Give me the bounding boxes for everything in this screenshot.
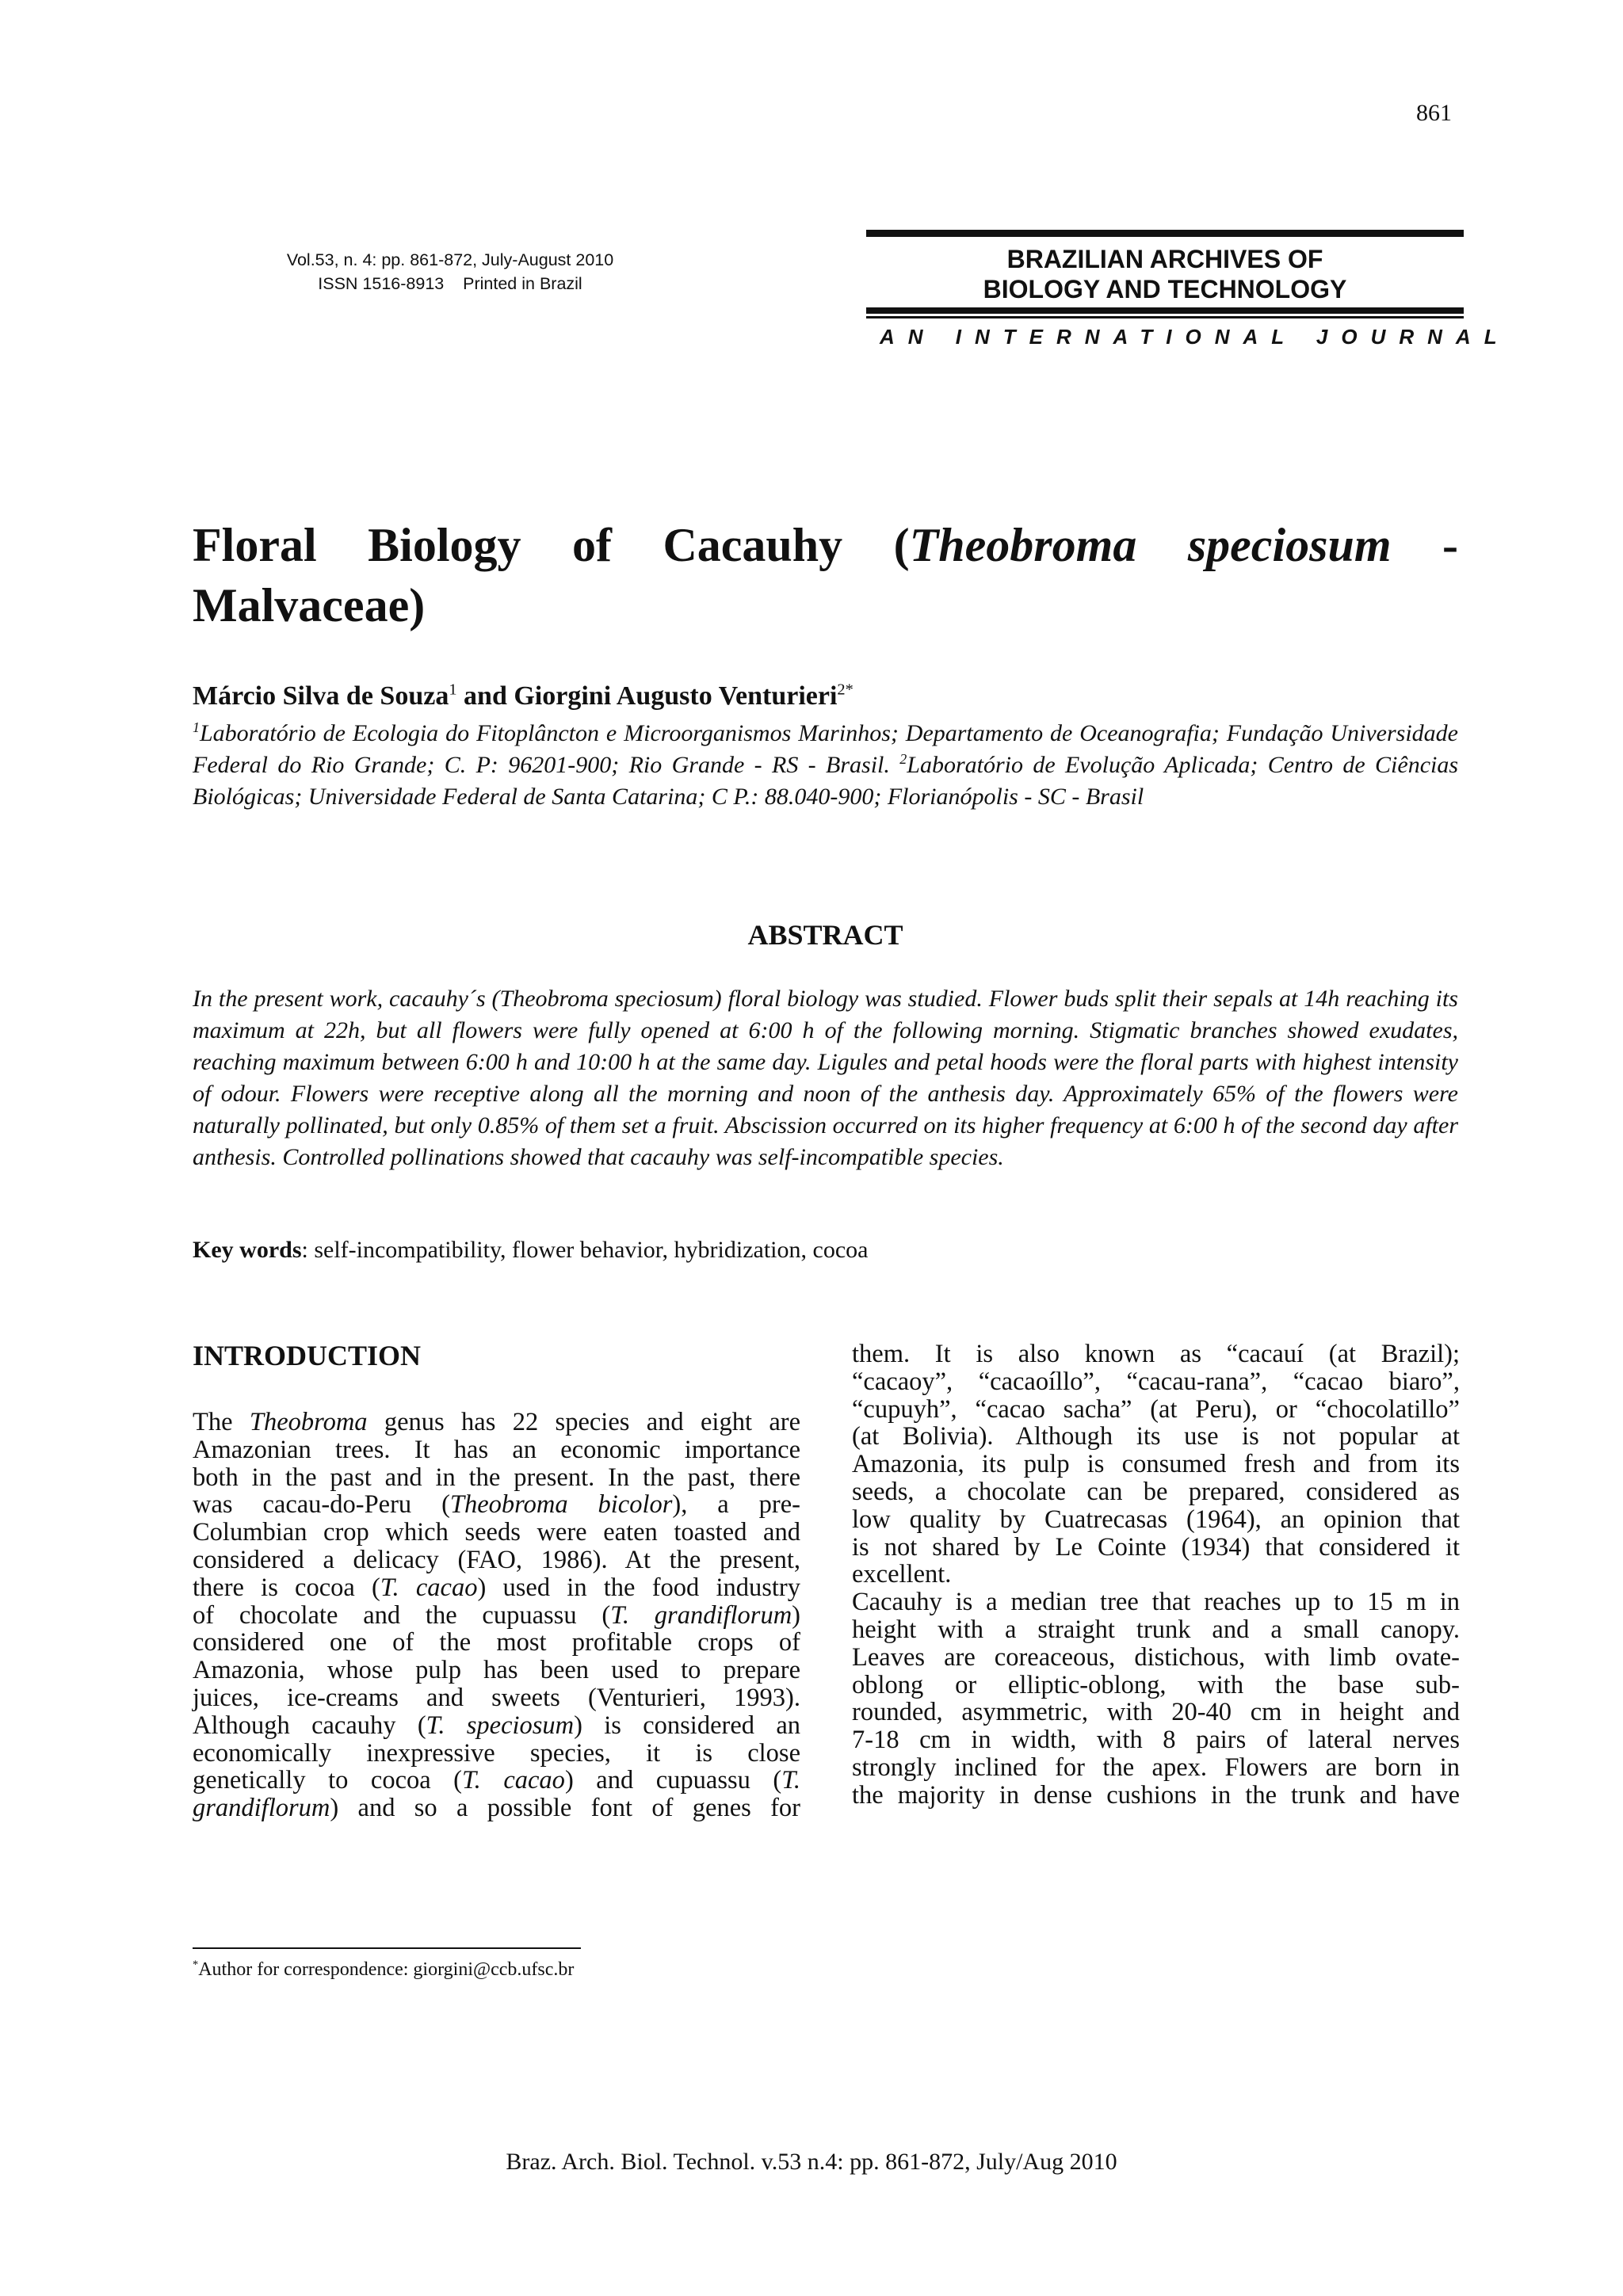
text-line: low quality by Cuatrecasas (1964), an opinion that <box>852 1505 1460 1534</box>
text-line: them. It is also known as “cacauí (at Brazil); <box>852 1340 1460 1368</box>
authors <box>193 681 854 711</box>
text-line: genetically to cocoa (T. cacao) and cupuassu (T. <box>193 1766 801 1795</box>
running-footer: Braz. Arch. Biol. Technol. v.53 n.4: pp. 861-872, July/Aug 2010 <box>506 2149 1117 2175</box>
title-word: Biology <box>368 519 521 571</box>
footnote-mark: * <box>193 1958 199 1971</box>
introduction-column-left <box>193 1409 800 1822</box>
affiliation-2-mark: 2 <box>899 751 907 767</box>
text-line: both in the past and in the present. In the past, there <box>193 1463 800 1492</box>
page-number: 861 <box>1416 100 1452 126</box>
journal-header <box>866 230 1510 349</box>
text-line: juices, ice-creams and sweets (Venturieri, 1993). <box>193 1683 800 1712</box>
text-line: The Theobroma genus has 22 species and eight are <box>193 1408 801 1436</box>
text-line: excellent. <box>852 1560 952 1589</box>
title-word: - <box>1442 519 1458 571</box>
journal-subtitle: AN INTERNATIONAL JOURNAL <box>880 325 1510 349</box>
text-line: grandiflorum) and so a possible font of genes for <box>193 1794 800 1823</box>
text-line: the majority in dense cushions in the trunk and have <box>852 1780 1460 1810</box>
text-line: seeds, a chocolate can be prepared, considered as <box>852 1477 1460 1506</box>
introduction-heading: INTRODUCTION <box>193 1340 422 1371</box>
text-line: Amazonian trees. It has an economic importance <box>193 1435 800 1464</box>
text-line: Cacauhy is a median tree that reaches up to 15 m in <box>852 1588 1460 1617</box>
introduction-column-right <box>852 1341 1460 1810</box>
text-line: Amazonia, its pulp is consumed fresh and from its <box>852 1450 1460 1479</box>
title-word: of <box>571 519 612 571</box>
title-word: (Theobroma <box>893 519 1137 571</box>
volume-line: Vol.53, n. 4: pp. 861-872, July-August 2010 <box>286 250 614 269</box>
text-line: there is cocoa (T. cacao) used in the food industry <box>193 1573 801 1602</box>
affiliation-1: Laboratório de Ecologia do Fitoplâncton e Microorganismos Marinhos; Departamento de Oceanografia; Fundação Universidade Federal do Rio Grande; C. P: 96201-900; Rio Grande - RS - Brasil. <box>193 720 1458 778</box>
author-1-affiliation-mark: 1 <box>449 681 457 699</box>
footnote <box>193 1959 574 1981</box>
header-rule-top <box>866 230 1464 237</box>
text-line: “cacaoy”, “cacaoíllo”, “cacau-rana”, “cacao biaro”, <box>852 1367 1460 1396</box>
paper-title <box>193 515 1458 635</box>
author-joiner: and <box>456 681 514 711</box>
text-line: is not shared by Le Cointe (1934) that considered it <box>852 1532 1460 1562</box>
text-line: Leaves are coreaceous, distichous, with limb ovate- <box>852 1642 1460 1672</box>
abstract-text: In the present work, cacauhy´s (Theobroma speciosum) floral biology was studied. Flower buds split their sepals at 14h reaching its maximum at 22h, but all flowers were fully opened at 6:00 h of the following morning. Stigmatic branches showed exudates, reaching maximum between 6:00 h and 10:00 h at the same day. Ligules and petal hoods were the floral parts with highest intensity of odour. Flowers were receptive along all the morning and noon of the anthesis day. Approximately 65% of the flowers were naturally pollinated, but only 0.85% of them set a fruit. Abscission occurred on its higher frequency at 6:00 h of the second day after anthesis. Controlled pollinations showed that cacauhy was self-incompatible species. <box>193 986 1458 1170</box>
footnote-rule <box>193 1947 581 1949</box>
text-line: Although cacauhy (T. speciosum) is considered an <box>193 1711 800 1740</box>
text-line: 7-18 cm in width, with 8 pairs of lateral nerves <box>852 1726 1460 1755</box>
abstract-heading: ABSTRACT <box>747 919 903 951</box>
keywords-list: : self-incompatibility, flower behavior, hybridization, cocoa <box>301 1237 869 1263</box>
header-rule-middle <box>866 307 1464 314</box>
author-2-affiliation-mark: 2* <box>837 681 854 699</box>
title-word: speciosum <box>1187 519 1392 571</box>
text-line: rounded, asymmetric, with 20-40 cm in height and <box>852 1698 1460 1727</box>
keywords <box>193 1237 868 1264</box>
text-line: considered one of the most profitable crops of <box>193 1628 800 1657</box>
journal-volume-info <box>262 248 639 296</box>
affiliation-2: Laboratório de Evolução Aplicada; Centro de Ciências Biológicas; Universidade Federal de Santa Catarina; C P.: 88.040-900; Florianópolis - SC - Brasil <box>193 752 1459 810</box>
text-line: oblong or elliptic-oblong, with the base sub- <box>852 1670 1460 1699</box>
text-line: “cupuyh”, “cacao sacha” (at Peru), or “chocolatillo” <box>852 1394 1460 1424</box>
keywords-label: Key words <box>193 1237 302 1263</box>
text-line: height with a straight trunk and a small canopy. <box>852 1615 1460 1644</box>
title-word: Floral <box>193 519 317 571</box>
journal-title-line2: BIOLOGY AND TECHNOLOGY <box>983 275 1347 303</box>
text-line: was cacau-do-Peru (Theobroma bicolor), a pre- <box>193 1490 800 1520</box>
journal-title-line1: BRAZILIAN ARCHIVES OF <box>1006 245 1323 273</box>
affiliation-1-mark: 1 <box>193 719 200 735</box>
text-line: (at Bolivia). Although its use is not popular at <box>852 1422 1460 1451</box>
author-2: Giorgini Augusto Venturieri <box>514 681 838 711</box>
text-line: strongly inclined for the apex. Flowers are born in <box>852 1753 1460 1782</box>
text-line: Columbian crop which seeds were eaten toasted and <box>193 1518 800 1547</box>
footnote-text: Author for correspondence: giorgini@ccb.ufsc.br <box>198 1959 575 1980</box>
issn-line: ISSN 1516-8913 Printed in Brazil <box>318 274 582 293</box>
affiliations <box>193 718 1458 813</box>
title-line2: Malvaceae) <box>193 579 426 631</box>
journal-title <box>866 237 1464 307</box>
author-1: Márcio Silva de Souza <box>193 681 449 711</box>
title-line1 <box>193 515 1458 575</box>
title-word: Cacauhy <box>663 519 843 571</box>
text-line: of chocolate and the cupuassu (T. grandiflorum) <box>193 1600 800 1630</box>
text-line: economically inexpressive species, it is close <box>193 1738 800 1768</box>
text-line: considered a delicacy (FAO, 1986). At the present, <box>193 1545 800 1574</box>
text-line: Amazonia, whose pulp has been used to prepare <box>193 1656 800 1685</box>
